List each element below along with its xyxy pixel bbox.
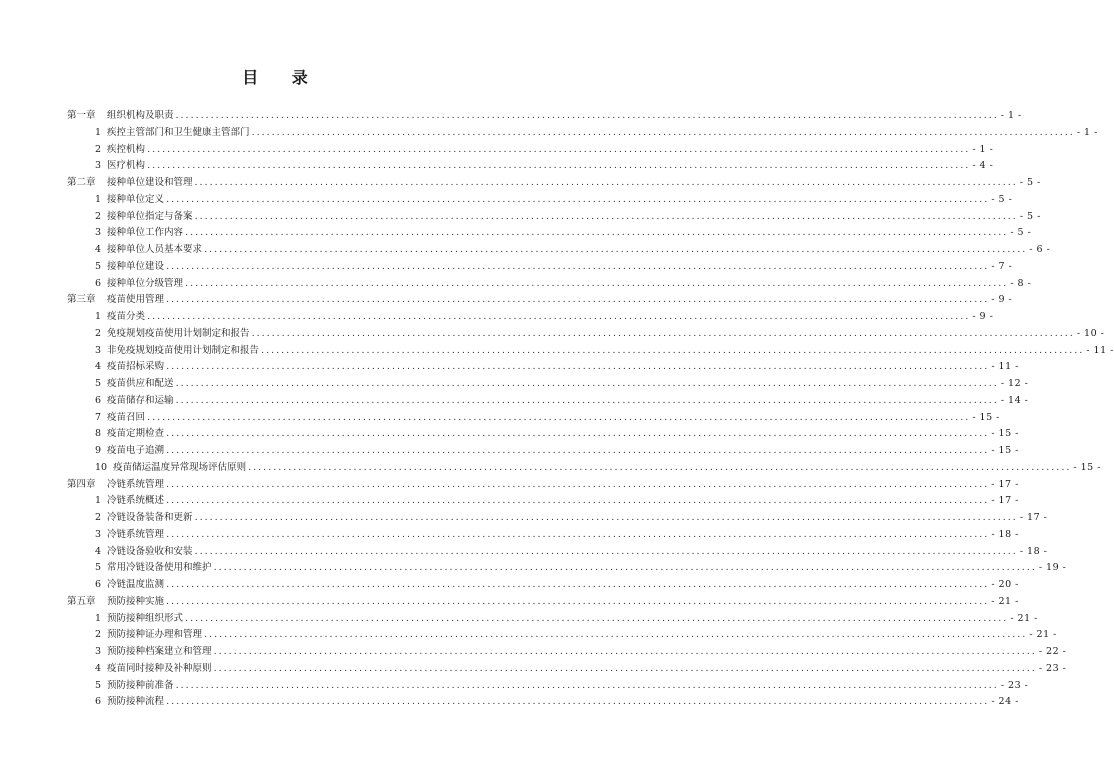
toc-section-entry[interactable] [67, 209, 1041, 226]
toc-page-number: - 5 - [1019, 177, 1041, 188]
toc-entry-number: 6 [95, 394, 102, 406]
toc-page-number: - 6 - [1029, 244, 1051, 255]
toc-chapter-entry[interactable] [67, 292, 1013, 309]
toc-entry-label: 疫苗储运温度异常现场评估原则 [113, 461, 247, 473]
table-of-contents [67, 108, 1114, 711]
toc-page-number: - 24 - [991, 696, 1019, 708]
toc-entry-label: 冷链系统管理 [107, 528, 165, 540]
toc-entry-label: 冷链温度监测 [107, 579, 165, 590]
toc-entry-label: 免疫规划疫苗使用计划制定和报告 [107, 327, 250, 339]
toc-entry-number: 3 [95, 528, 102, 540]
toc-page-number: - 11 - [991, 361, 1019, 373]
toc-chapter-entry[interactable] [67, 477, 1019, 494]
toc-entry-number: 4 [95, 244, 102, 255]
toc-page-number: - 20 - [991, 579, 1019, 590]
toc-page-number: - 23 - [1038, 662, 1067, 674]
toc-dot-leader: .................................................................................................................................................................... [175, 394, 999, 406]
toc-entry-number: 6 [95, 579, 102, 590]
toc-entry-label: 接种单位建设 [107, 260, 165, 272]
toc-entry-label: 接种单位定义 [107, 193, 165, 205]
toc-entry-number: 第五章 [67, 595, 96, 607]
toc-section-entry[interactable] [67, 393, 1029, 410]
toc-dot-leader: .................................................................................................................................................................... [166, 495, 990, 507]
toc-entry-number: 7 [95, 411, 102, 423]
toc-page-number: - 15 - [991, 445, 1019, 456]
toc-section-entry[interactable] [67, 611, 1038, 628]
toc-dot-leader: .................................................................................................................................................................... [194, 545, 1018, 557]
toc-entry-label: 接种单位建设和管理 [107, 177, 193, 188]
toc-page-number: - 15 - [972, 411, 1000, 423]
toc-entry-number: 3 [95, 227, 102, 239]
toc-entry-label: 组织机构及职责 [107, 110, 174, 121]
toc-section-entry[interactable] [67, 359, 1019, 376]
toc-entry-number: 5 [95, 679, 102, 691]
toc-entry-number: 第四章 [67, 478, 96, 490]
toc-dot-leader: .................................................................................................................................................................... [204, 244, 1028, 255]
toc-page-number: - 17 - [991, 478, 1019, 490]
toc-entry-label: 冷链设备验收和安装 [107, 545, 193, 557]
toc-entry-number: 6 [95, 696, 102, 708]
toc-section-entry[interactable] [67, 259, 1013, 276]
toc-entry-label: 疫苗招标采购 [107, 361, 165, 373]
toc-page-number: - 21 - [991, 595, 1019, 607]
toc-entry-number: 2 [95, 512, 102, 523]
toc-page-number: - 9 - [972, 311, 994, 322]
toc-dot-leader: .................................................................................................................................................................... [147, 411, 971, 423]
toc-section-entry[interactable] [67, 460, 1101, 477]
toc-page-number: - 14 - [1000, 394, 1029, 406]
toc-page-number: - 21 - [1029, 629, 1057, 641]
toc-section-entry[interactable] [67, 142, 994, 159]
toc-page-number: - 10 - [1076, 327, 1105, 339]
toc-section-entry[interactable] [67, 326, 1105, 343]
toc-page-number: - 11 - [1086, 344, 1114, 356]
toc-dot-leader: .................................................................................................................................................................... [248, 461, 1072, 473]
toc-entry-label: 预防接种档案建立和管理 [107, 646, 212, 657]
toc-dot-leader: .................................................................................................................................................................... [194, 512, 1018, 523]
toc-section-entry[interactable] [67, 276, 1032, 293]
toc-section-entry[interactable] [67, 577, 1019, 594]
toc-entry-label: 接种单位分级管理 [107, 277, 184, 289]
toc-dot-leader: .................................................................................................................................................................... [166, 696, 990, 708]
toc-entry-number: 2 [95, 629, 102, 641]
toc-entry-number: 6 [95, 277, 102, 289]
toc-dot-leader: .................................................................................................................................................................... [166, 428, 990, 440]
toc-section-entry[interactable] [67, 125, 1098, 142]
toc-dot-leader: .................................................................................................................................................................... [251, 327, 1075, 339]
toc-page-number: - 12 - [1000, 378, 1029, 389]
toc-section-entry[interactable] [67, 544, 1048, 561]
toc-entry-number: 2 [95, 210, 102, 222]
toc-page-number: - 9 - [991, 294, 1013, 306]
toc-dot-leader: .................................................................................................................................................................... [204, 629, 1028, 641]
toc-dot-leader: .................................................................................................................................................................... [166, 478, 990, 490]
toc-dot-leader: .................................................................................................................................................................... [185, 277, 1009, 289]
toc-page-number: - 4 - [972, 160, 994, 172]
toc-entry-number: 1 [95, 495, 102, 507]
toc-section-entry[interactable] [67, 661, 1067, 678]
toc-entry-number: 8 [95, 428, 102, 440]
toc-entry-number: 1 [95, 126, 102, 138]
toc-entry-number: 1 [95, 612, 102, 624]
toc-page-number: - 18 - [991, 528, 1019, 540]
toc-entry-number: 4 [95, 662, 102, 674]
toc-dot-leader: .................................................................................................................................................................... [166, 445, 990, 456]
toc-entry-label: 疾控机构 [107, 143, 146, 155]
toc-section-entry[interactable] [67, 527, 1019, 544]
toc-entry-label: 疫苗定期检查 [107, 428, 165, 440]
toc-section-entry[interactable] [67, 309, 994, 326]
toc-dot-leader: .................................................................................................................................................................... [194, 177, 1018, 188]
toc-page-number: - 5 - [991, 193, 1013, 205]
toc-dot-leader: .................................................................................................................................................................... [166, 294, 990, 306]
toc-section-entry[interactable] [67, 225, 1032, 242]
toc-dot-leader: .................................................................................................................................................................... [147, 160, 971, 172]
toc-entry-number: 3 [95, 646, 102, 657]
toc-entry-number: 5 [95, 378, 102, 389]
toc-entry-label: 医疗机构 [107, 160, 146, 172]
toc-entry-label: 预防接种前准备 [107, 679, 174, 691]
toc-page-number: - 7 - [991, 260, 1013, 272]
toc-entry-label: 疫苗使用管理 [107, 294, 165, 306]
toc-dot-leader: .................................................................................................................................................................... [175, 679, 999, 691]
toc-dot-leader: .................................................................................................................................................................... [175, 110, 999, 121]
toc-entry-number: 第一章 [67, 110, 96, 121]
toc-page-number: - 18 - [1019, 545, 1048, 557]
toc-entry-label: 冷链系统概述 [107, 495, 165, 507]
toc-dot-leader: .................................................................................................................................................................... [166, 595, 990, 607]
toc-page-number: - 15 - [991, 428, 1019, 440]
toc-entry-number: 第二章 [67, 177, 96, 188]
toc-entry-label: 接种单位工作内容 [107, 227, 184, 239]
toc-dot-leader: .................................................................................................................................................................... [251, 126, 1075, 138]
toc-entry-number: 5 [95, 562, 102, 574]
toc-entry-label: 非免疫规划疫苗使用计划制定和报告 [107, 344, 260, 356]
toc-section-entry[interactable] [67, 443, 1019, 460]
toc-dot-leader: .................................................................................................................................................................... [175, 378, 999, 389]
toc-section-entry[interactable] [67, 376, 1029, 393]
toc-page-number: - 8 - [1010, 277, 1032, 289]
toc-dot-leader: .................................................................................................................................................................... [147, 311, 971, 322]
toc-chapter-entry[interactable] [67, 594, 1019, 611]
toc-page-number: - 22 - [1038, 646, 1067, 657]
toc-dot-leader: .................................................................................................................................................................... [213, 562, 1037, 574]
toc-entry-number: 5 [95, 260, 102, 272]
toc-entry-label: 疫苗电子追溯 [107, 445, 165, 456]
toc-entry-label: 疫苗储存和运输 [107, 394, 174, 406]
toc-entry-label: 预防接种实施 [107, 595, 165, 607]
toc-dot-leader: .................................................................................................................................................................... [166, 361, 990, 373]
toc-section-entry[interactable] [67, 560, 1067, 577]
toc-page-number: - 15 - [1073, 461, 1101, 473]
toc-section-entry[interactable] [67, 242, 1051, 259]
toc-section-entry[interactable] [67, 410, 1000, 427]
toc-page-number: - 5 - [1019, 210, 1041, 222]
toc-entry-label: 预防接种流程 [107, 696, 165, 708]
toc-dot-leader: .................................................................................................................................................................... [213, 662, 1037, 674]
toc-section-entry[interactable] [67, 644, 1067, 661]
toc-entry-number: 第三章 [67, 294, 96, 306]
toc-entry-number: 2 [95, 327, 102, 339]
toc-entry-label: 冷链系统管理 [107, 478, 165, 490]
toc-entry-label: 常用冷链设备使用和维护 [107, 562, 212, 574]
toc-dot-leader: .................................................................................................................................................................... [213, 646, 1037, 657]
toc-entry-label: 预防接种证办理和管理 [107, 629, 203, 641]
toc-entry-label: 疫苗同时接种及补种原则 [107, 662, 212, 674]
toc-page-number: - 1 - [1076, 126, 1098, 138]
toc-page-number: - 1 - [1000, 110, 1022, 121]
toc-entry-number: 4 [95, 545, 102, 557]
toc-dot-leader: .................................................................................................................................................................... [147, 143, 971, 155]
toc-section-entry[interactable] [67, 510, 1048, 527]
toc-section-entry[interactable] [67, 627, 1057, 644]
toc-page-number: - 23 - [1000, 679, 1029, 691]
toc-entry-number: 10 [95, 461, 108, 473]
toc-section-entry[interactable] [67, 426, 1019, 443]
toc-page-number: - 17 - [1019, 512, 1048, 523]
toc-page-number: - 17 - [991, 495, 1019, 507]
toc-dot-leader: .................................................................................................................................................................... [261, 344, 1085, 356]
toc-page-number: - 19 - [1038, 562, 1067, 574]
toc-entry-label: 疫苗分类 [107, 311, 146, 322]
toc-dot-leader: .................................................................................................................................................................... [166, 260, 990, 272]
toc-section-entry[interactable] [67, 192, 1013, 209]
toc-entry-number: 4 [95, 361, 102, 373]
toc-dot-leader: .................................................................................................................................................................... [166, 579, 990, 590]
toc-entry-number: 1 [95, 193, 102, 205]
toc-entry-number: 2 [95, 143, 102, 155]
toc-dot-leader: .................................................................................................................................................................... [185, 227, 1009, 239]
toc-section-entry[interactable] [67, 694, 1019, 711]
toc-entry-label: 预防接种组织形式 [107, 612, 184, 624]
toc-entry-label: 疾控主管部门和卫生健康主管部门 [107, 126, 250, 138]
toc-section-entry[interactable] [67, 678, 1029, 695]
toc-dot-leader: .................................................................................................................................................................... [166, 193, 990, 205]
toc-entry-label: 疫苗供应和配送 [107, 378, 174, 389]
toc-entry-label: 疫苗召回 [107, 411, 146, 423]
toc-entry-number: 9 [95, 445, 102, 456]
toc-section-entry[interactable] [67, 158, 994, 175]
toc-entry-number: 3 [95, 160, 102, 172]
toc-section-entry[interactable] [67, 343, 1114, 360]
toc-page-number: - 1 - [972, 143, 994, 155]
toc-dot-leader: .................................................................................................................................................................... [166, 528, 990, 540]
toc-chapter-entry[interactable] [67, 175, 1041, 192]
toc-chapter-entry[interactable] [67, 108, 1022, 125]
page-title: 目 录 [242, 68, 322, 87]
toc-entry-number: 1 [95, 311, 102, 322]
toc-entry-number: 3 [95, 344, 102, 356]
toc-dot-leader: .................................................................................................................................................................... [194, 210, 1018, 222]
toc-dot-leader: .................................................................................................................................................................... [185, 612, 1009, 624]
toc-section-entry[interactable] [67, 493, 1019, 510]
toc-entry-label: 冷链设备装备和更新 [107, 512, 193, 523]
toc-page-number: - 5 - [1010, 227, 1032, 239]
toc-entry-label: 接种单位指定与备案 [107, 210, 193, 222]
toc-page-number: - 21 - [1010, 612, 1038, 624]
toc-entry-label: 接种单位人员基本要求 [107, 244, 203, 255]
